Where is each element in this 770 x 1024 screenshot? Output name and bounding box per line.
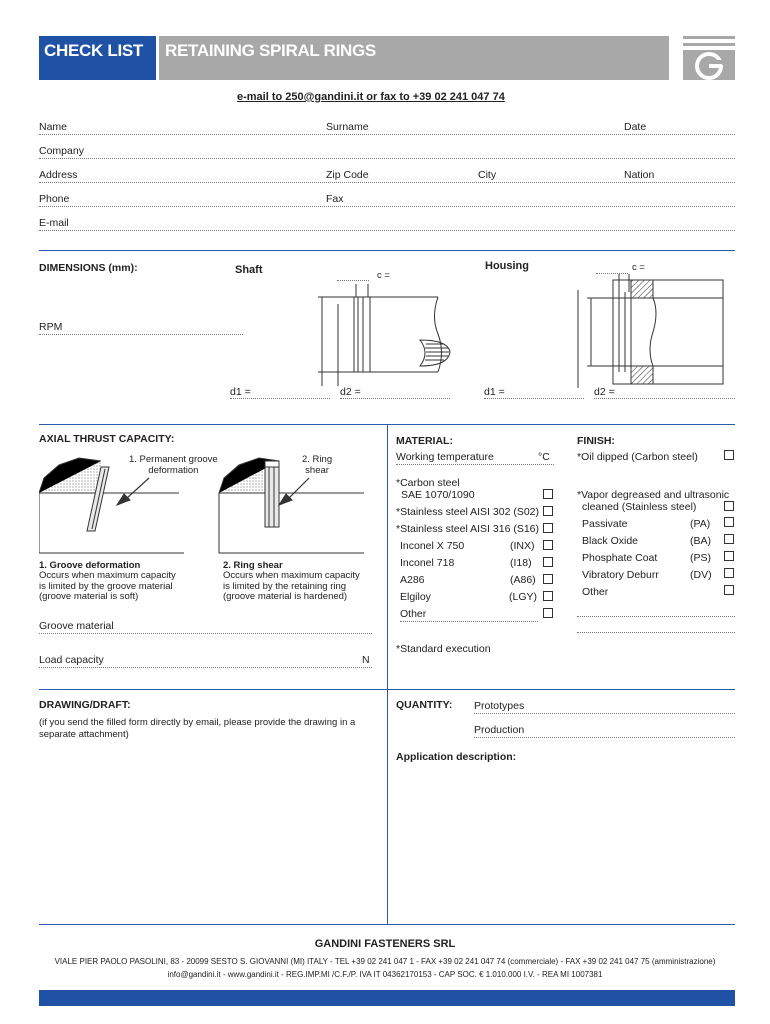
- zip-label: Zip Code: [326, 169, 369, 181]
- working-temp-field[interactable]: [396, 464, 554, 465]
- rpm-field[interactable]: [39, 334, 243, 335]
- material-title: MATERIAL:: [396, 435, 453, 447]
- production-label: Production: [474, 724, 525, 736]
- surname-label: Surname: [326, 121, 369, 133]
- finish-title: FINISH:: [577, 435, 615, 447]
- carbon-steel-checkbox[interactable]: [543, 489, 553, 499]
- finish-item-code: (PA): [690, 518, 711, 530]
- material-item-label: Inconel X 750: [400, 540, 465, 552]
- footer-registration: info@gandini.it - www.gandini.it - REG.IMP.MI /C.F./P. IVA IT 04362170153 - CAP SOC. € 1.010.000 I.V. - REA MI 1007381: [167, 970, 603, 979]
- vapor-label: *Vapor degreased and ultrasonic: [577, 489, 730, 501]
- column-divider: [387, 424, 388, 924]
- section-divider: [39, 250, 735, 251]
- d1-housing-label: d1 =: [484, 386, 505, 398]
- material-item-label: A286: [400, 574, 425, 586]
- vapor-label-2: cleaned (Stainless steel): [582, 501, 697, 513]
- section-divider: [39, 689, 735, 690]
- shaft-label: Shaft: [235, 264, 263, 276]
- groove-deformation-title: 1. Groove deformation: [39, 560, 141, 571]
- c-housing-label: c =: [632, 262, 645, 273]
- finish-item-code: (PS): [690, 552, 711, 564]
- material-checkbox[interactable]: [543, 506, 553, 516]
- groove-material-label: Groove material: [39, 620, 114, 632]
- production-field[interactable]: [474, 737, 735, 738]
- standard-execution-note: *Standard execution: [396, 643, 491, 655]
- temp-unit: °C: [538, 451, 550, 463]
- phone-field[interactable]: [39, 206, 735, 207]
- carbon-steel-sae-label: SAE 1070/1090: [401, 489, 475, 501]
- finish-other-field-2[interactable]: [577, 632, 735, 633]
- email-label: E-mail: [39, 217, 69, 229]
- name-label: Name: [39, 121, 68, 133]
- load-unit: N: [362, 654, 370, 666]
- finish-checkbox[interactable]: [724, 534, 734, 544]
- fax-label: Fax: [326, 193, 344, 205]
- finish-item-label: Black Oxide: [582, 535, 639, 547]
- d1-shaft-label: d1 =: [230, 386, 251, 398]
- fig1-label: 1. Permanent groove deformation: [129, 454, 218, 476]
- material-item-label: Other: [400, 608, 427, 620]
- finish-checkbox[interactable]: [724, 517, 734, 527]
- c-shaft-label: c =: [377, 270, 390, 281]
- application-description-field[interactable]: [396, 768, 735, 918]
- load-capacity-label: Load capacity: [39, 654, 104, 666]
- load-capacity-field[interactable]: [39, 667, 372, 668]
- address-field[interactable]: [39, 182, 735, 183]
- finish-item-code: (BA): [690, 535, 711, 547]
- section-divider: [39, 924, 735, 925]
- finish-other-field[interactable]: [577, 616, 735, 617]
- material-item-label: Inconel 718: [400, 557, 455, 569]
- contact-instructions: e-mail to 250@gandini.it or fax to +39 02 241 047 74: [237, 91, 505, 103]
- material-checkbox[interactable]: [543, 591, 553, 601]
- d1-shaft-field[interactable]: [230, 398, 330, 399]
- fig2-label: 2. Ring shear: [302, 454, 333, 476]
- address-label: Address: [39, 169, 78, 181]
- material-item-label: *Stainless steel AISI 302 (S02): [396, 506, 539, 518]
- material-item-code: (INX): [510, 540, 535, 552]
- d2-housing-label: d2 =: [594, 386, 615, 398]
- d1-housing-field[interactable]: [484, 398, 584, 399]
- drawing-title: DRAWING/DRAFT:: [39, 699, 131, 711]
- material-checkbox[interactable]: [543, 574, 553, 584]
- d2-shaft-label: d2 =: [340, 386, 361, 398]
- housing-diagram: [573, 272, 738, 390]
- axial-title: AXIAL THRUST CAPACITY:: [39, 433, 175, 445]
- carbon-steel-label: *Carbon steel: [396, 477, 460, 489]
- groove-deformation-text: Occurs when maximum capacity is limited by the groove material (groove material is soft): [39, 570, 176, 602]
- c-shaft-field[interactable]: [337, 280, 369, 281]
- finish-item-label: Other: [582, 586, 609, 598]
- material-item-label: *Stainless steel AISI 316 (S16): [396, 523, 539, 535]
- material-checkbox[interactable]: [543, 523, 553, 533]
- drawing-instructions: (if you send the filled form directly by email, please provide the drawing in a separate attachment): [39, 717, 356, 740]
- material-item-label: Elgiloy: [400, 591, 431, 603]
- finish-item-label: Passivate: [582, 518, 628, 530]
- axial-thrust-diagrams: [39, 453, 369, 558]
- date-label: Date: [624, 121, 647, 133]
- city-label: City: [478, 169, 497, 181]
- working-temp-label: Working temperature: [396, 451, 494, 463]
- form-title: RETAINING SPIRAL RINGS: [159, 36, 669, 80]
- nation-label: Nation: [624, 169, 655, 181]
- oil-dipped-checkbox[interactable]: [724, 450, 734, 460]
- finish-checkbox[interactable]: [724, 585, 734, 595]
- material-checkbox[interactable]: [543, 557, 553, 567]
- d2-housing-field[interactable]: [594, 398, 735, 399]
- application-description-label: Application description:: [396, 751, 517, 763]
- checklist-banner: CHECK LIST: [39, 36, 156, 80]
- ring-shear-text: Occurs when maximum capacity is limited by the retaining ring (groove material is hardened): [223, 570, 360, 602]
- material-item-code: (LGY): [509, 591, 538, 603]
- phone-label: Phone: [39, 193, 70, 205]
- material-item-code: (I18): [510, 557, 532, 569]
- finish-checkbox[interactable]: [724, 568, 734, 578]
- email-field[interactable]: [39, 230, 735, 231]
- footer-bar: [39, 990, 735, 1006]
- company-field[interactable]: [39, 158, 735, 159]
- oil-dipped-label: *Oil dipped (Carbon steel): [577, 451, 698, 463]
- finish-item-label: Vibratory Deburr: [582, 569, 659, 581]
- finish-checkbox[interactable]: [724, 551, 734, 561]
- name-field[interactable]: [39, 134, 735, 135]
- vapor-checkbox[interactable]: [724, 501, 734, 511]
- dimensions-title: DIMENSIONS (mm):: [39, 262, 138, 274]
- footer-address: VIALE PIER PAOLO PASOLINI, 83 - 20099 SESTO S. GIOVANNI (MI) ITALY - TEL +39 02 241 047 1 - FAX +39 02 241 047 74 (commerciale) - FAX +39 02 241 047 75 (amministrazione): [54, 957, 716, 966]
- material-checkbox[interactable]: [543, 608, 553, 618]
- prototypes-label: Prototypes: [474, 700, 525, 712]
- finish-item-code: (DV): [690, 569, 712, 581]
- company-label: Company: [39, 145, 84, 157]
- d2-shaft-field[interactable]: [340, 398, 450, 399]
- quantity-title: QUANTITY:: [396, 699, 453, 711]
- prototypes-field[interactable]: [474, 713, 735, 714]
- finish-item-label: Phosphate Coat: [582, 552, 658, 564]
- groove-material-field[interactable]: [39, 633, 372, 634]
- material-checkbox[interactable]: [543, 540, 553, 550]
- material-other-field[interactable]: [400, 621, 538, 622]
- ring-shear-title: 2. Ring shear: [223, 560, 283, 571]
- material-item-code: (A86): [510, 574, 536, 586]
- housing-label: Housing: [485, 260, 529, 272]
- rpm-label: RPM: [39, 321, 63, 333]
- shaft-diagram: [318, 282, 458, 390]
- gandini-logo: [683, 36, 735, 80]
- footer-company: GANDINI FASTENERS SRL: [314, 938, 456, 950]
